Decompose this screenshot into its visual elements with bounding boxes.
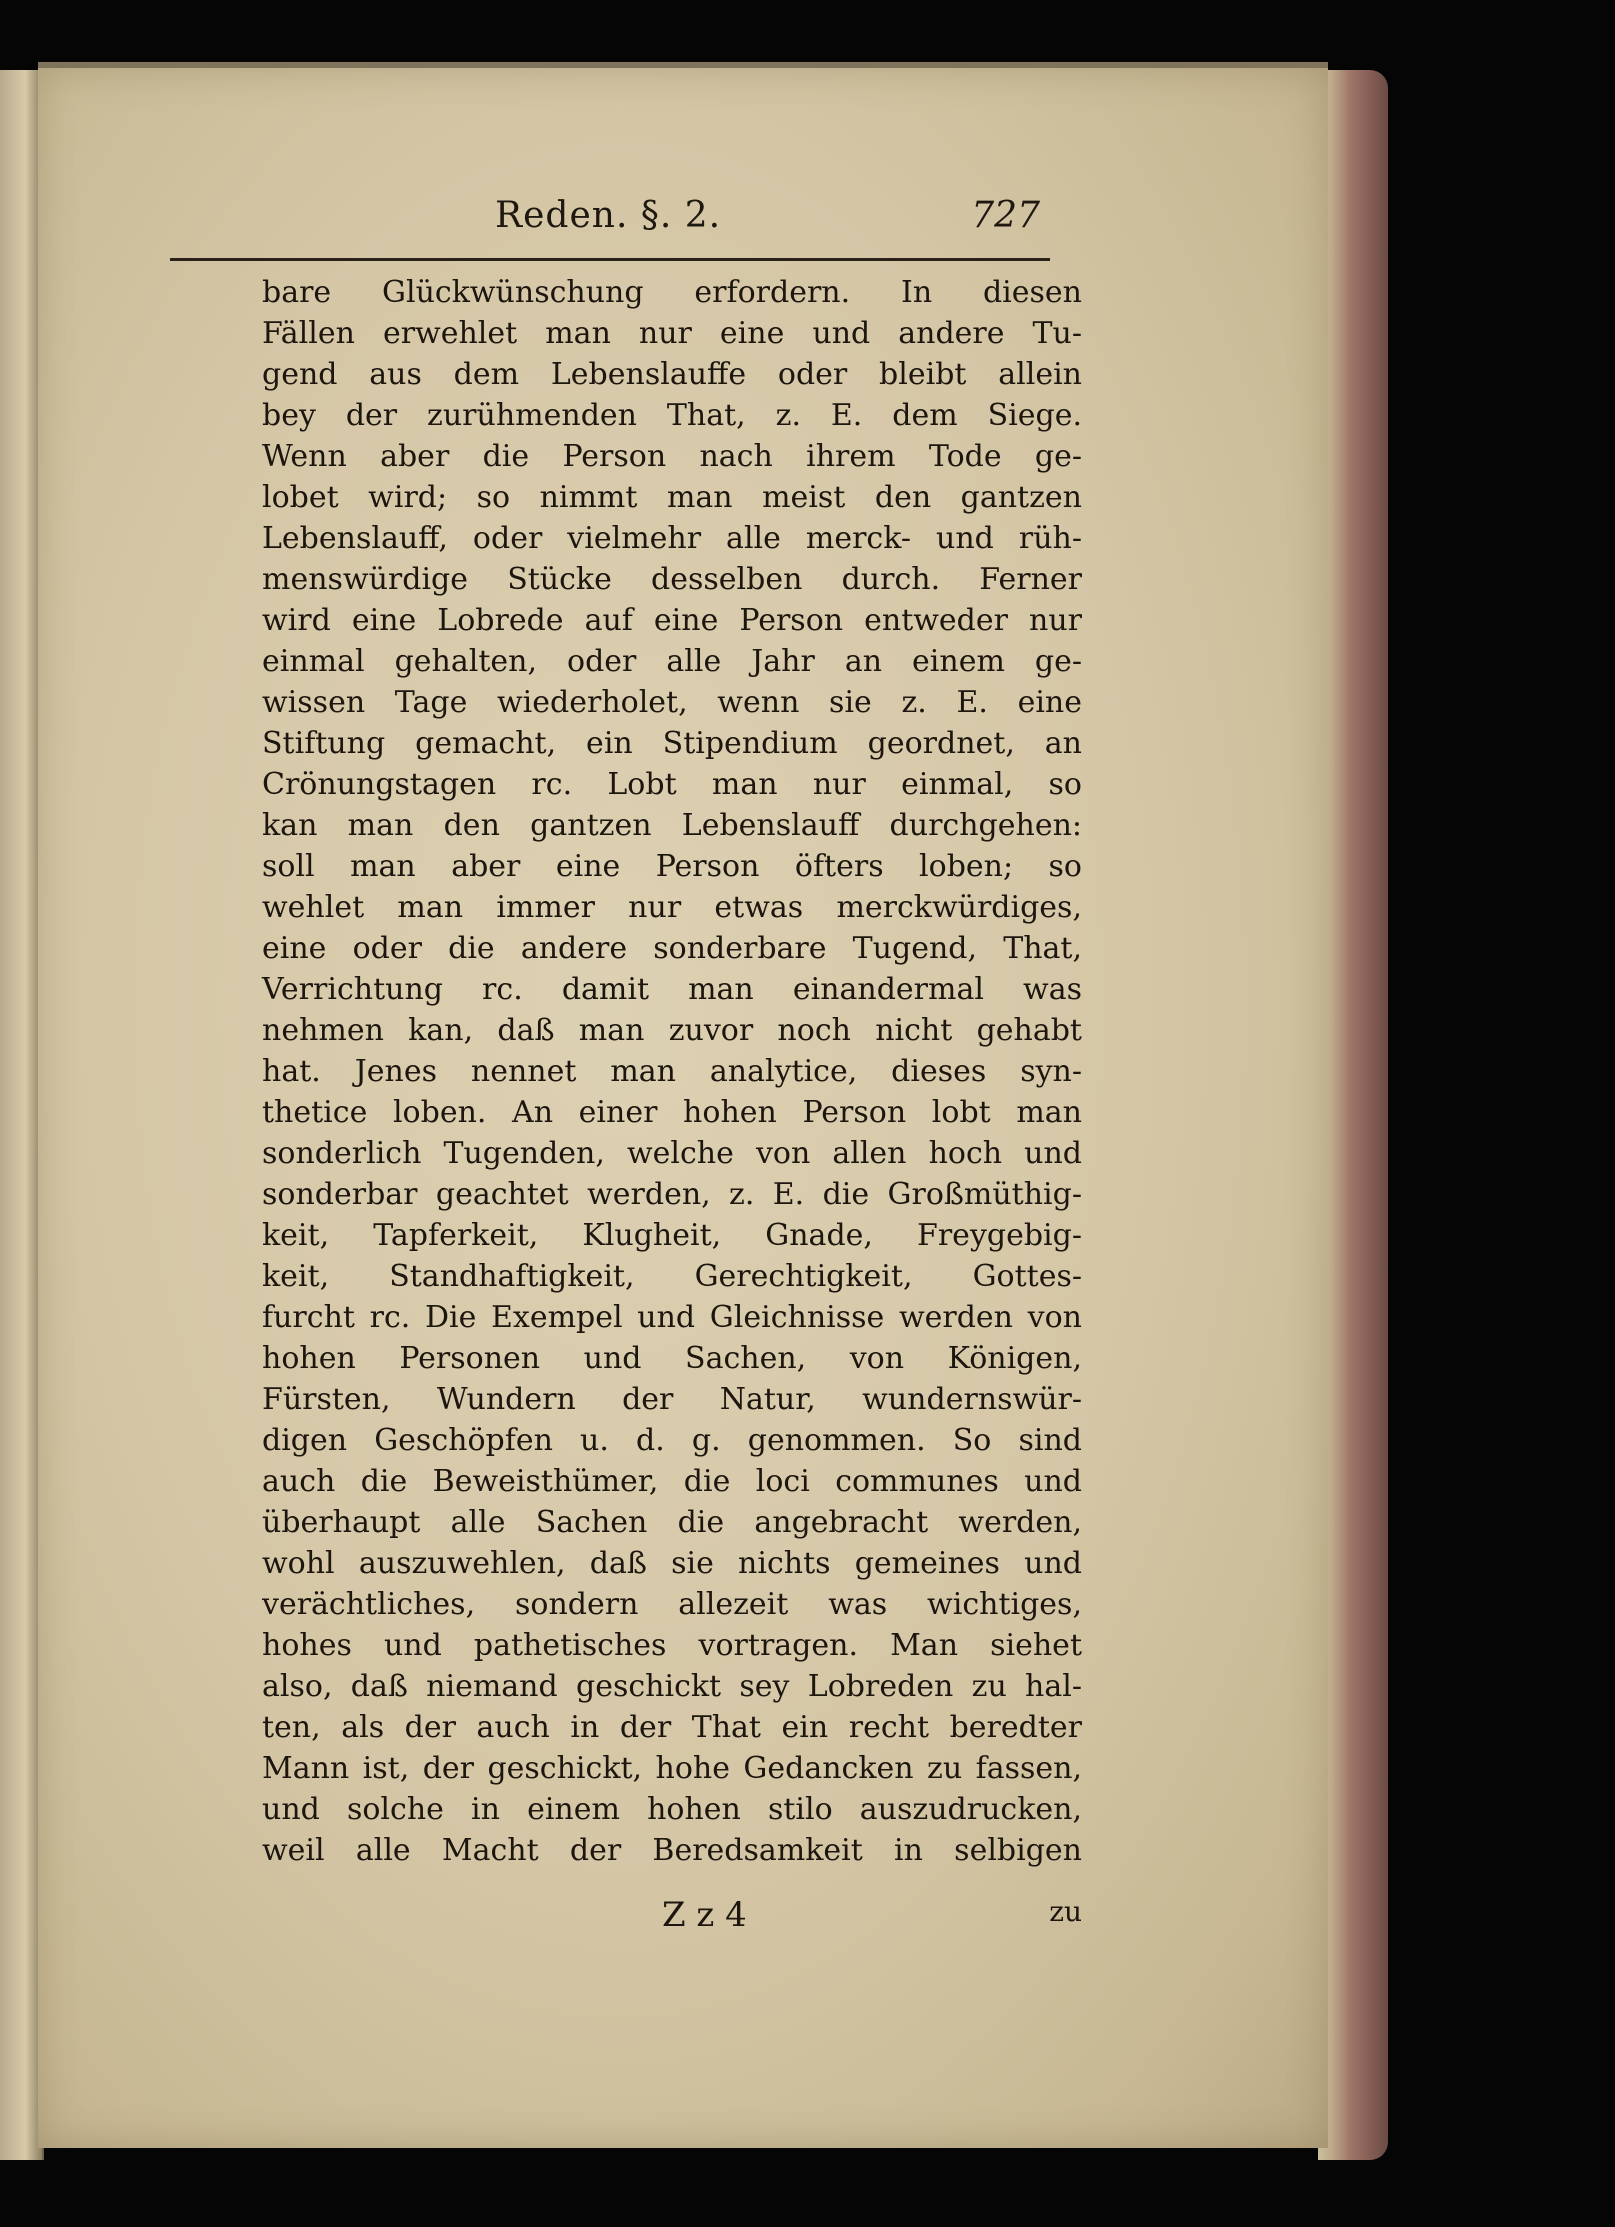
text-line: wohl auszuwehlen, daß sie nichts gemeines und [262,1546,1082,1581]
text-line: also, daß niemand geschickt sey Lobreden zu hal- [262,1669,1082,1704]
text-line: keit, Tapferkeit, Klugheit, Gnade, Freygebig- [262,1218,1082,1253]
page-header [170,195,1040,255]
text-line: lobet wird; so nimmt man meist den gantzen [262,480,1082,515]
text-line: hohes und pathetisches vortragen. Man siehet [262,1628,1082,1663]
text-line: sonderlich Tugenden, welche von allen hoch und [262,1136,1082,1171]
text-line: thetice loben. An einer hohen Person lobt man [262,1095,1082,1130]
text-line: wehlet man immer nur etwas merckwürdiges, [262,890,1082,925]
text-line: auch die Beweisthümer, die loci communes und [262,1464,1082,1499]
text-line: bare Glückwünschung erfordern. In diesen [262,275,1082,310]
text-line: verächtliches, sondern allezeit was wichtiges, [262,1587,1082,1622]
text-line: wissen Tage wiederholet, wenn sie z. E. eine [262,685,1082,720]
text-line: furcht rc. Die Exempel und Gleichnisse werden von [262,1300,1082,1335]
text-line: Wenn aber die Person nach ihrem Tode ge- [262,439,1082,474]
text-line: keit, Standhaftigkeit, Gerechtigkeit, Gottes- [262,1259,1082,1294]
text-line: Lebenslauff, oder vielmehr alle merck- und rüh- [262,521,1082,556]
header-rule [170,258,1050,261]
text-line: bey der zurühmenden That, z. E. dem Siege. [262,398,1082,433]
text-line: wird eine Lobrede auf eine Person entweder nur [262,603,1082,638]
page-stack-edge [1318,70,1388,2160]
text-line: hat. Jenes nennet man analytice, dieses syn- [262,1054,1082,1089]
page-number: 727 [971,195,1040,236]
body-text [262,272,1082,1871]
text-line: weil alle Macht der Beredsamkeit in selbigen [262,1833,1082,1868]
text-line: kan man den gantzen Lebenslauff durchgehen: [262,808,1082,843]
text-line: Fürsten, Wundern der Natur, wundernswür- [262,1382,1082,1417]
text-line: überhaupt alle Sachen die angebracht werden, [262,1505,1082,1540]
text-line: einmal gehalten, oder alle Jahr an einem ge- [262,644,1082,679]
text-line: nehmen kan, daß man zuvor noch nicht gehabt [262,1013,1082,1048]
running-head: Reden. §. 2. [495,195,722,236]
text-line: gend aus dem Lebenslauffe oder bleibt allein [262,357,1082,392]
text-line: eine oder die andere sonderbare Tugend, That, [262,931,1082,966]
text-line: ten, als der auch in der That ein recht beredter [262,1710,1082,1745]
text-line: Stiftung gemacht, ein Stipendium geordnet, an [262,726,1082,761]
text-line: Mann ist, der geschickt, hohe Gedancken zu fassen, [262,1751,1082,1786]
text-line: hohen Personen und Sachen, von Königen, [262,1341,1082,1376]
catchword: zu [1049,1895,1082,1928]
text-line: menswürdige Stücke desselben durch. Ferner [262,562,1082,597]
page-footer [262,1895,1082,1945]
text-line: Fällen erwehlet man nur eine und andere Tu- [262,316,1082,351]
signature-mark: Z z 4 [662,1895,747,1935]
text-line: sonderbar geachtet werden, z. E. die Großmüthig- [262,1177,1082,1212]
text-line: Verrichtung rc. damit man einandermal was [262,972,1082,1007]
text-line: digen Geschöpfen u. d. g. genommen. So sind [262,1423,1082,1458]
text-line: soll man aber eine Person öfters loben; so [262,849,1082,884]
text-line: Crönungstagen rc. Lobt man nur einmal, so [262,767,1082,802]
text-line: und solche in einem hohen stilo auszudrucken, [262,1792,1082,1827]
